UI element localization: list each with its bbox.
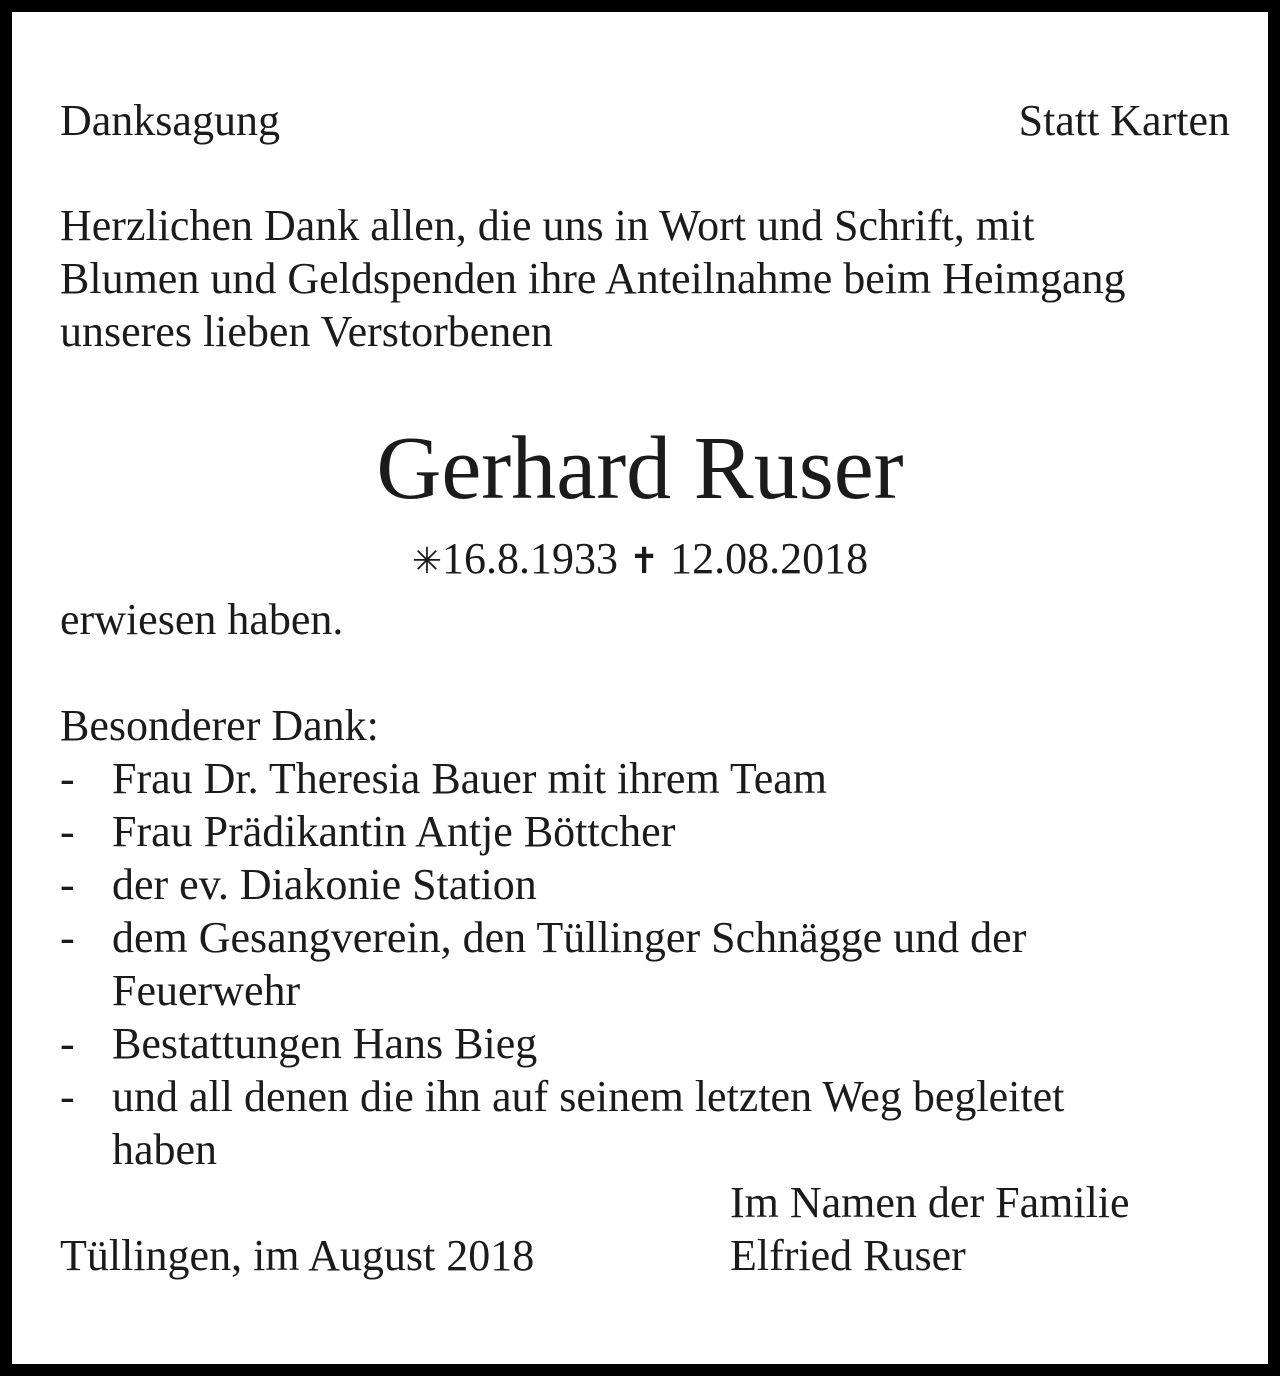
list-item <box>60 805 1064 858</box>
list-item-text: Feuerwehr <box>112 966 301 1015</box>
list-item-text: Frau Prädikantin Antje Böttcher <box>112 807 676 856</box>
intro-line: Herzlichen Dank allen, die uns in Wort und Schrift, mit <box>60 201 1035 250</box>
birth-star-icon: ✳ <box>411 541 442 582</box>
list-item-text: und all denen die ihn auf seinem letzten Weg begleitet <box>112 1072 1065 1121</box>
intro-line: unseres lieben Verstorbenen <box>60 307 553 356</box>
death-date: 12.08.2018 <box>670 534 869 583</box>
header-title: Danksagung <box>60 96 280 145</box>
dash-bullet: - <box>60 1019 75 1068</box>
list-item-text: haben <box>112 1125 218 1174</box>
list-item-text: Frau Dr. Theresia Bauer mit ihrem Team <box>112 754 827 803</box>
special-thanks-list <box>60 752 1064 1176</box>
family-signature <box>730 1176 1130 1282</box>
dash-bullet: - <box>60 754 75 803</box>
header-note: Statt Karten <box>1018 96 1230 145</box>
special-thanks-title: Besonderer Dank: <box>60 701 379 750</box>
life-dates <box>12 532 1268 588</box>
birth-date: 16.8.1933 <box>442 534 618 583</box>
dash-bullet: - <box>60 1072 75 1121</box>
list-item <box>60 911 1064 1017</box>
intro-paragraph <box>60 199 1126 358</box>
deceased-name: Gerhard Ruser <box>376 419 904 518</box>
place-and-date: Tüllingen, im August 2018 <box>60 1231 535 1280</box>
list-item <box>60 1070 1064 1176</box>
list-item-text: dem Gesangverein, den Tüllinger Schnägge und der <box>112 913 1027 962</box>
intro-line: Blumen und Geldspenden ihre Anteilnahme beim Heimgang <box>60 254 1126 303</box>
list-item-text: Bestattungen Hans Bieg <box>112 1019 538 1068</box>
dash-bullet: - <box>60 860 75 909</box>
death-cross-icon: ✝ <box>629 541 660 582</box>
intro-closing: erwiesen haben. <box>60 595 344 644</box>
signer-name: Elfried Ruser <box>730 1231 966 1280</box>
list-item-text: der ev. Diakonie Station <box>112 860 537 909</box>
on-behalf-line: Im Namen der Familie <box>730 1178 1130 1227</box>
list-item <box>60 752 1064 805</box>
list-item <box>60 858 1064 911</box>
dash-bullet: - <box>60 807 75 856</box>
list-item <box>60 1017 1064 1070</box>
dash-bullet: - <box>60 913 75 962</box>
